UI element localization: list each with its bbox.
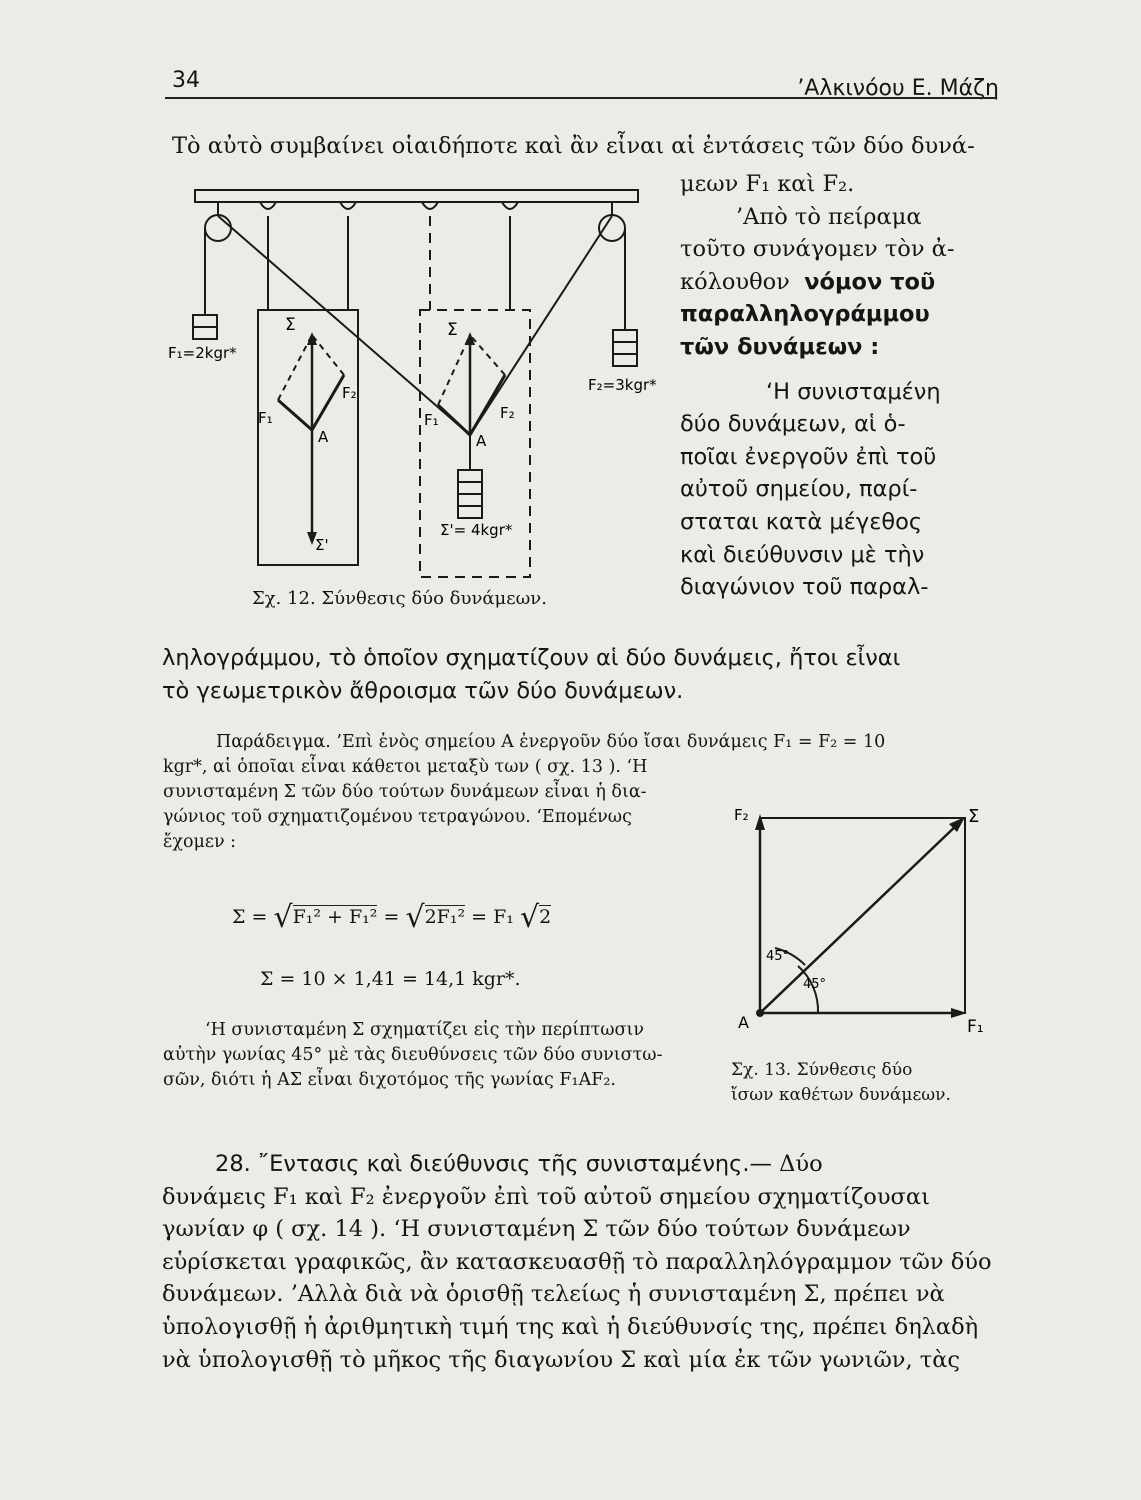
fig13-caption-line-2: ἴσων καθέτων δυνάμεων. — [731, 1085, 951, 1105]
law-term-3: τῶν δυνάμεων : — [680, 333, 880, 360]
fig12-a-left: Α — [318, 428, 329, 446]
right-line-2: ’Απὸ τὸ πείραμα — [736, 203, 922, 230]
section-28-line-4: δυνάμεων. ’Αλλὰ διὰ νὰ ὁρισθῇ τελείως ἡ συνισταμένη Σ, πρέπει νὰ — [162, 1281, 945, 1308]
left-pulley — [205, 215, 231, 241]
running-header-author: ’Αλκινόου Ε. Μάζη — [797, 76, 999, 101]
fig12-f1-left: F₁ — [258, 409, 273, 427]
fig12-f2-right: F₂ — [500, 404, 515, 422]
section-28-line-1: δυνάμεις F₁ καὶ F₂ ἐνεργοῦν ἐπὶ τοῦ αὐτοῦ σημείου σχηματίζουσαι — [162, 1183, 930, 1210]
section-28-line-5: ὑπολογισθῇ ἡ ἀριθμητικὴ τιμή της καὶ ἡ διεύθυνσίς της, πρέπει δηλαδὴ — [162, 1313, 979, 1340]
fig13-a: Α — [738, 1013, 749, 1032]
fig12-sigma-prime: Σ' — [315, 536, 329, 554]
fig12-right-weight-label: F₂=3kgr* — [588, 376, 657, 394]
formula-1: Σ = √F₁² + F₁² = √2F₁² = F₁ √2 — [232, 900, 552, 935]
formula-1-root: 2 — [539, 906, 552, 928]
law-line-6: καὶ διεύθυνσιν μὲ τὴν — [680, 541, 925, 568]
resultant-diagonal — [760, 822, 960, 1013]
example-intro-line-2: kgr*, αἱ ὁποῖαι εἶναι κάθετοι μεταξὺ των ( σχ. 13 ). ‘Η — [163, 757, 648, 777]
example-body-line-2: γώνιος τοῦ σχηματιζομένου τετραγώνου. ‘Επομένως — [163, 807, 632, 827]
fig12-left-weight-label: F₁=2kgr* — [168, 344, 237, 362]
law-line-7: διαγώνιον τοῦ παραλ- — [680, 574, 929, 601]
section-28-line-2: γωνίαν φ ( σχ. 14 ). ‘Η συνισταμένη Σ τῶν δύο τούτων δυνάμεων — [162, 1216, 911, 1243]
figure-13-diagram — [730, 800, 1000, 1040]
conclusion-line-2: αὐτὴν γωνίας 45° μὲ τὰς διευθύνσεις τῶν δύο συνιστω- — [163, 1045, 663, 1065]
section-28 — [162, 1148, 997, 1376]
law-line-5: σταται κατὰ μέγεθος — [680, 508, 923, 535]
example-intro — [163, 730, 996, 780]
law-line-3: ποῖαι ἐνεργοῦν ἐπὶ τοῦ — [680, 443, 937, 470]
section-28-first-words: Δύο — [779, 1151, 823, 1177]
formula-1-lhs: Σ = — [232, 906, 268, 928]
example-conclusion — [163, 1018, 718, 1093]
header-rule — [165, 97, 995, 99]
section-28-heading: 28. ῎Εντασις καὶ διεύθυνσις τῆς συνισταμένης.— — [215, 1151, 773, 1177]
fig12-f1-right: F₁ — [424, 411, 439, 429]
section-28-line-3: εὑρίσκεται γραφικῶς, ἂν κατασκευασθῇ τὸ παραλληλόγραμμον τῶν δύο — [162, 1248, 992, 1275]
conclusion-line-3: σῶν, διότι ἡ ΑΣ εἶναι διχοτόμος τῆς γωνίας F₁AF₂. — [163, 1070, 616, 1090]
support-bar — [195, 190, 638, 202]
formula-2: Σ = 10 × 1,41 = 14,1 kgr*. — [260, 968, 521, 990]
right-line-1: μεων F₁ καὶ F₂. — [680, 171, 855, 197]
law-continuation-line-2: τὸ γεωμετρικὸν ἄθροισμα τῶν δύο δυνάμεων. — [162, 677, 684, 704]
figure-13-caption — [731, 1058, 991, 1108]
law-line-4: αὐτοῦ σημείου, παρί- — [680, 476, 918, 503]
left-board — [258, 310, 358, 565]
fig12-a-right: Α — [476, 432, 487, 450]
figure-12-caption: Σχ. 12. Σύνθεσις δύο δυνάμεων. — [252, 588, 547, 609]
fig12-sigma-right: Σ — [447, 320, 458, 340]
fig13-angle-1: 45° — [766, 949, 790, 964]
right-line-3: τοῦτο συνάγομεν τὸν ἀ- — [680, 236, 955, 263]
fig13-angle-2: 45° — [803, 977, 827, 992]
right-column-text — [680, 168, 1000, 604]
fig12-middle-weight-label: Σ'= 4kgr* — [440, 521, 513, 539]
law-line-2: δύο δυνάμεων, αἱ ὁ- — [680, 411, 906, 438]
fig12-sigma-left: Σ — [285, 315, 296, 335]
formula-1-radicand: F₁² + F₁² — [292, 906, 378, 928]
section-28-line-6: νὰ ὑπολογισθῇ τὸ μῆκος τῆς διαγωνίου Σ καὶ μία ἐκ τῶν γωνιῶν, τὰς — [162, 1346, 961, 1373]
fig12-f2-left: F₂ — [342, 384, 357, 402]
fig13-caption-line-1: Σχ. 13. Σύνθεσις δύο — [731, 1060, 913, 1080]
example-intro-line-1: Παράδειγμα. ’Επὶ ἑνὸς σημείου Α ἐνεργοῦν δύο ἴσαι δυνάμεις F₁ = F₂ = 10 — [216, 732, 886, 752]
fig13-sigma: Σ — [968, 806, 980, 827]
fig13-f1: F₁ — [967, 1017, 984, 1037]
formula-1-eq-2: = F₁ — [471, 906, 514, 928]
lead-sentence: Τὸ αὐτὸ συμβαίνει οἱαιδήποτε καὶ ἂν εἶναι αἱ ἐντάσεις τῶν δύο δυνά- — [172, 133, 975, 159]
formula-1-eq: = — [383, 906, 400, 928]
figure-12-diagram — [160, 180, 680, 590]
example-body-line-3: ἔχομεν : — [163, 832, 237, 852]
right-pulley — [599, 215, 625, 241]
example-body — [163, 780, 715, 855]
law-line-1: ‘Η συνισταμένη — [766, 378, 941, 405]
law-continuation-line-1: ληλογράμμου, τὸ ὁποῖον σχηματίζουν αἱ δύο δυνάμεις, ἤτοι εἶναι — [162, 645, 901, 671]
example-body-line-1: συνισταμένη Σ τῶν δύο τούτων δυνάμεων εἶναι ἡ δια- — [163, 782, 647, 802]
fig13-f2: F₂ — [734, 806, 749, 824]
page-number: 34 — [172, 68, 200, 93]
law-term-2: παραλληλογράμμου — [680, 301, 930, 328]
conclusion-line-1: ‘Η συνισταμένη Σ σχηματίζει εἰς τὴν περίπτωσιν — [205, 1020, 644, 1040]
law-term-1: νόμον τοῦ — [804, 268, 936, 295]
right-line-4: κόλουθον — [680, 268, 790, 295]
formula-1-radicand-2: 2F₁² — [424, 906, 466, 928]
law-continuation — [162, 642, 992, 707]
